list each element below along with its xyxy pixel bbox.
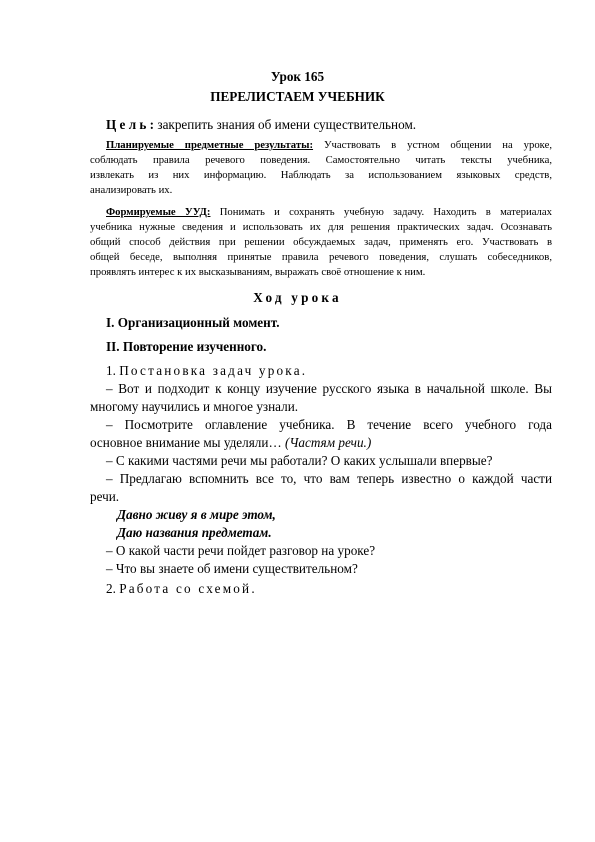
uud-line4: общей беседе, выполняя принятые правила речевого поведения, слушать собеседников, — [90, 251, 552, 263]
goal-line — [106, 118, 416, 131]
poem-line-2: Даю названия предметам. — [117, 525, 272, 540]
paragraph-4-line1: – Предлагаю вспомнить все то, что вам теперь известно о каждой части — [106, 471, 552, 486]
step-2-heading: 2. Работа со схемой. — [106, 581, 257, 596]
lesson-title: ПЕРЕЛИСТАЕМ УЧЕБНИК — [210, 89, 385, 104]
paragraph-3: – С какими частями речи мы работали? О каких услышали впервые? — [106, 453, 493, 468]
uud-line5: проявлять интерес к их высказываниям, выражать своё отношение к ним. — [90, 266, 426, 278]
paragraph-1-line2: многому научились и многое узнали. — [90, 399, 299, 414]
paragraph-4-line2: речи. — [90, 489, 120, 504]
stage-2-heading: II. Повторение изученного. — [106, 339, 267, 354]
uud-line1: Формируемые УУД: Понимать и сохранять учебную задачу. Находить в материалах — [106, 206, 552, 218]
paragraph-5: – О какой части речи пойдет разговор на уроке? — [106, 543, 376, 558]
goal-label: Ц е л ь : — [106, 117, 155, 132]
poem-line-1: Давно живу я в мире этом, — [117, 507, 276, 522]
lesson-number: Урок 165 — [270, 69, 325, 84]
stage-1-heading: I. Организационный момент. — [106, 315, 280, 330]
answer-parts-of-speech: (Частям речи.) — [284, 435, 372, 450]
planned-results-line2: соблюдать правила речевого поведения. Самостоятельно читать тексты учебника, — [90, 154, 552, 166]
planned-results-line4: анализировать их. — [90, 184, 173, 196]
paragraph-1-line1: – Вот и подходит к концу изучение русского языка в начальной школе. Вы — [106, 381, 552, 396]
uud-label: Формируемые УУД: — [106, 206, 211, 218]
paragraph-6: – Что вы знаете об имени существительном? — [106, 561, 358, 576]
uud-line2: учебника нужные сведения и использовать их для решения практических задач. Осознавать — [90, 221, 552, 233]
uud-line3: общий способ действия при решении обсуждаемых задач, применять его. Участвовать в — [90, 236, 552, 248]
step-1-label: Постановка задач урока. — [119, 363, 308, 378]
lesson-flow-heading: Ход урока — [253, 290, 342, 305]
goal-text: закрепить знания об имени существительном. — [154, 117, 417, 132]
paragraph-2-line1: – Посмотрите оглавление учебника. В течение всего учебного года — [106, 417, 552, 432]
paragraph-2-line2: основное внимание мы уделяли… (Частям речи.) — [90, 435, 372, 450]
planned-results-label: Планируемые предметные результаты: — [106, 139, 314, 151]
planned-results-line1: Планируемые предметные результаты: Участвовать в устном общении на уроке, — [106, 139, 553, 151]
step-2-label: Работа со схемой. — [119, 581, 257, 596]
step-1-heading: 1. Постановка задач урока. — [106, 363, 308, 378]
planned-results-line3: извлекать из них информацию. Наблюдать за использованием языковых средств, — [90, 169, 552, 181]
